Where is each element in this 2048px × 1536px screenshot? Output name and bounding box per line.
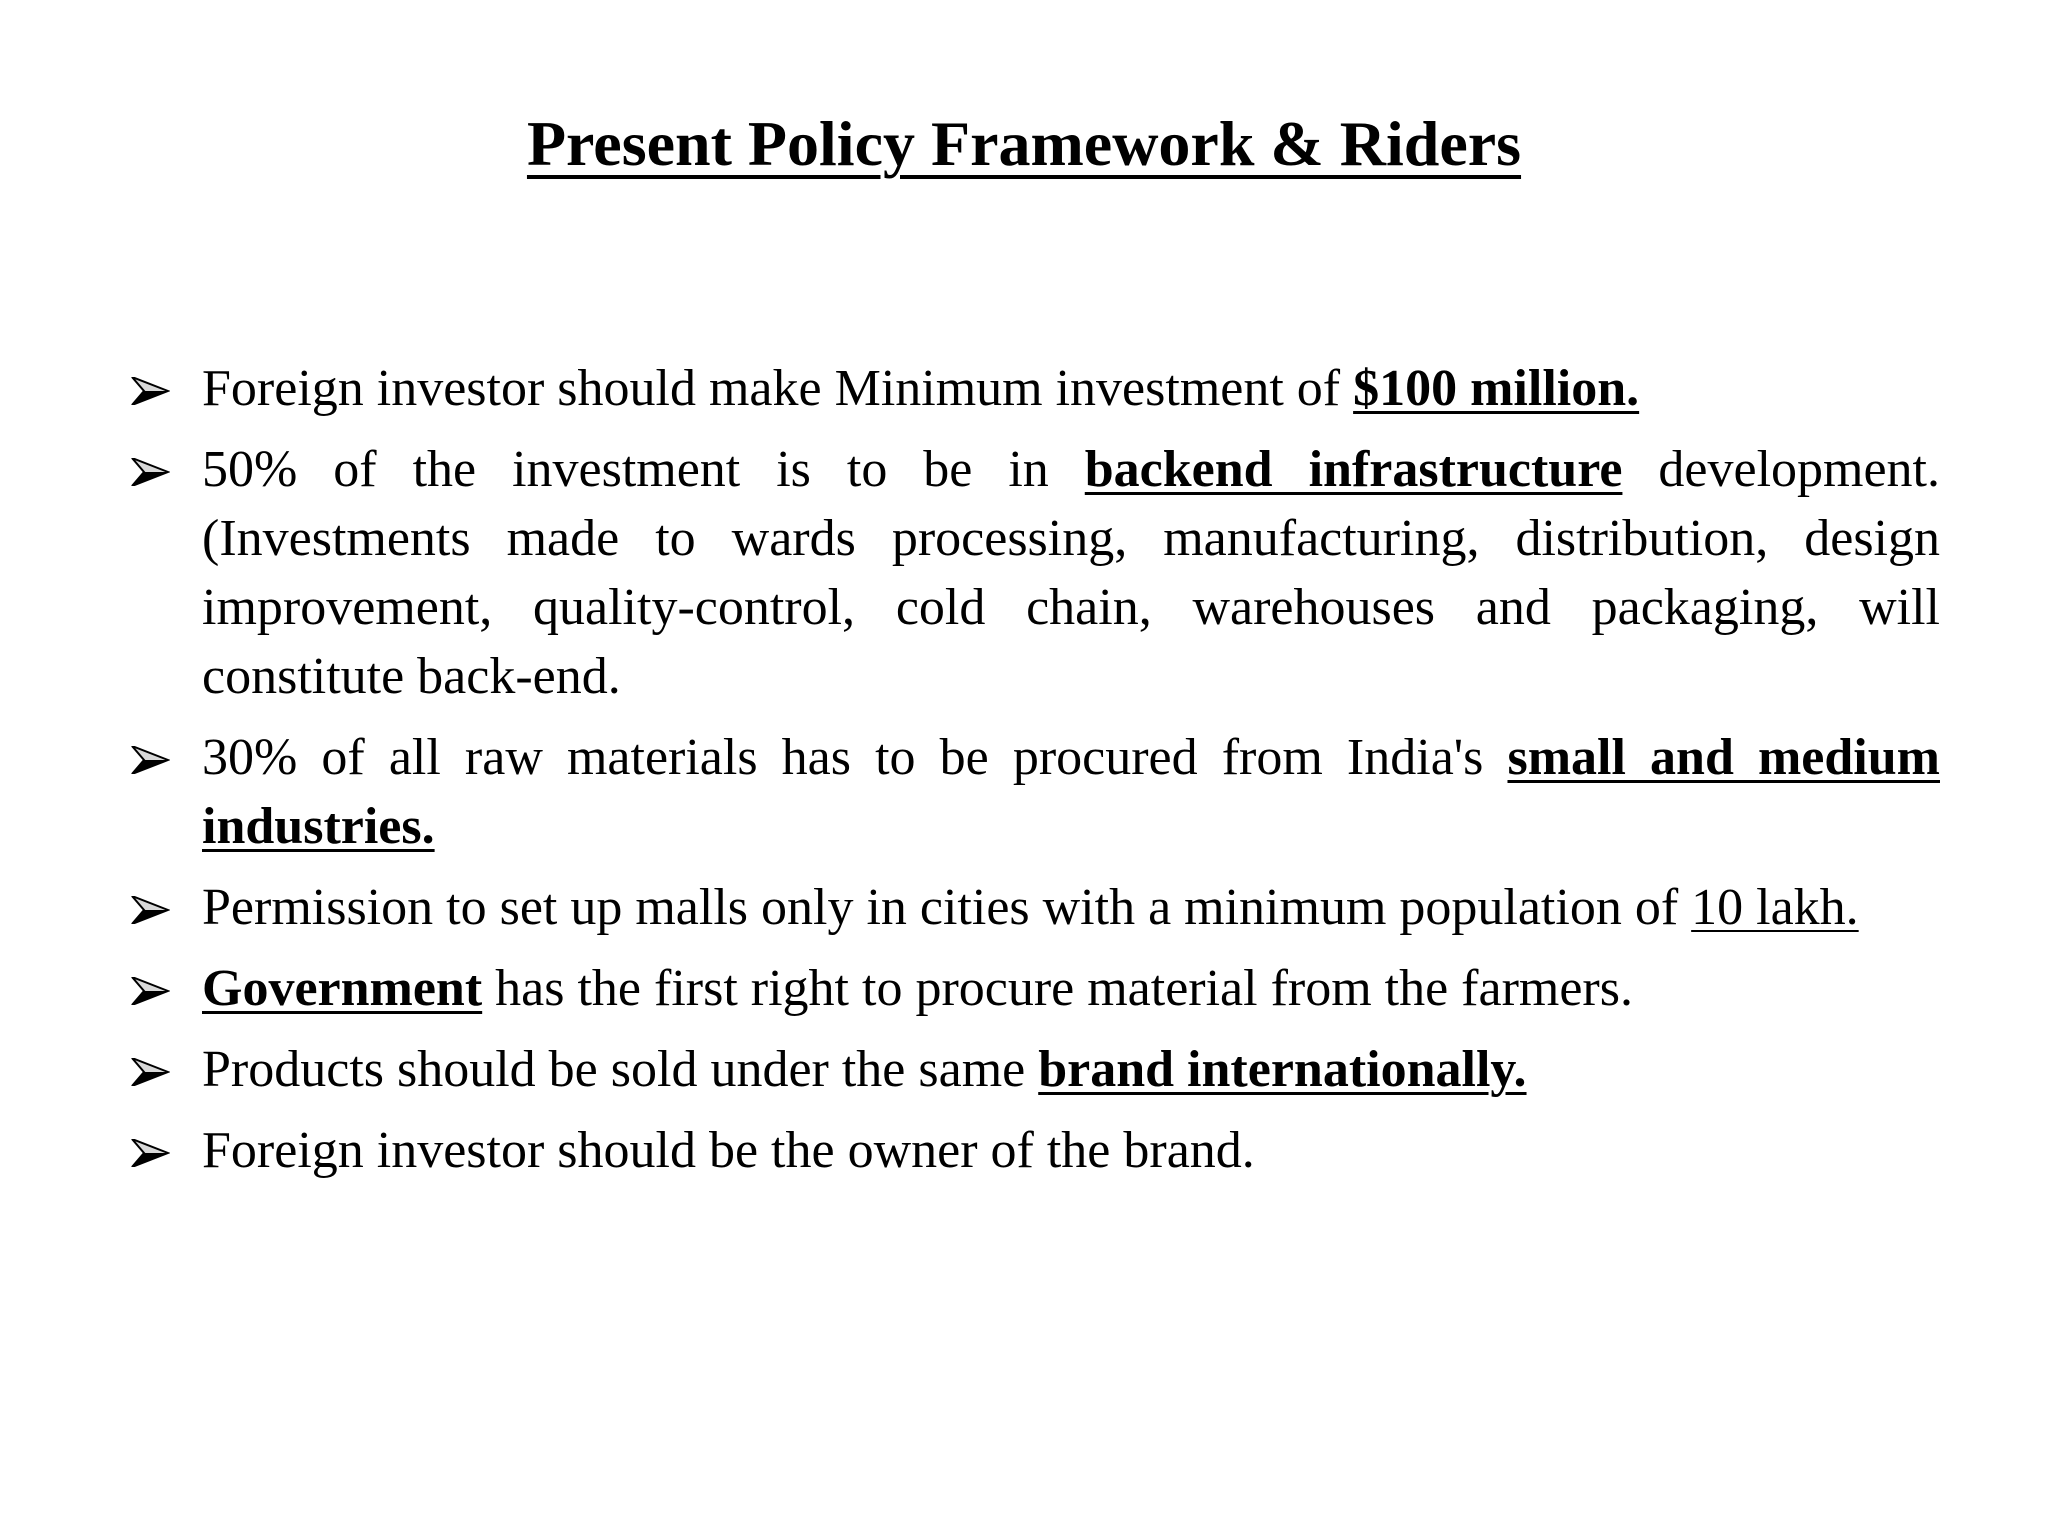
bullet-emphasis: backend infrastructure: [1084, 441, 1623, 498]
bullet-item-brand-internationally: [130, 1035, 1940, 1104]
bullet-text-tail: development.(Investments made to wards processing, manufacturing, distribution, design improvement, quality-control, cold chain, warehouses and packaging, will constitute back-end.: [202, 441, 1940, 705]
arrow-bullet-icon: [130, 746, 170, 774]
bullet-text: Foreign investor should make Minimum investment of: [202, 360, 1354, 417]
bullet-text: Permission to set up malls only in cities with a minimum population of: [202, 879, 1692, 936]
bullet-emphasis: 10 lakh.: [1691, 879, 1859, 936]
bullet-emphasis: $100 million.: [1353, 360, 1640, 417]
bullet-item-raw-materials: [130, 723, 1940, 861]
bullet-emphasis: Government: [202, 960, 483, 1017]
bullet-item-brand-owner: [130, 1116, 1940, 1185]
arrow-bullet-icon: [130, 458, 170, 486]
bullet-emphasis: brand internationally.: [1038, 1041, 1527, 1098]
bullet-list: [130, 354, 1940, 1197]
slide-title: [0, 104, 2048, 184]
arrow-bullet-icon: [130, 1139, 170, 1167]
arrow-bullet-icon: [130, 377, 170, 405]
bullet-text: Products should be sold under the same: [202, 1041, 1039, 1098]
bullet-emphasis: small and medium industries.: [202, 729, 1940, 855]
bullet-text: 50% of the investment is to be in: [202, 441, 1085, 498]
arrow-bullet-icon: [130, 896, 170, 924]
arrow-bullet-icon: [130, 977, 170, 1005]
bullet-item-min-investment: [130, 354, 1940, 423]
bullet-item-government-right: [130, 954, 1940, 1023]
bullet-item-backend-infrastructure: [130, 435, 1940, 711]
bullet-item-malls-population: [130, 873, 1940, 942]
bullet-text: Foreign investor should be the owner of the brand.: [202, 1122, 1255, 1179]
slide-title-text: Present Policy Framework & Riders: [526, 108, 1522, 179]
bullet-text: 30% of all raw materials has to be procured from India's: [202, 729, 1508, 786]
bullet-text-tail: has the first right to procure material from the farmers.: [482, 960, 1633, 1017]
arrow-bullet-icon: [130, 1058, 170, 1086]
